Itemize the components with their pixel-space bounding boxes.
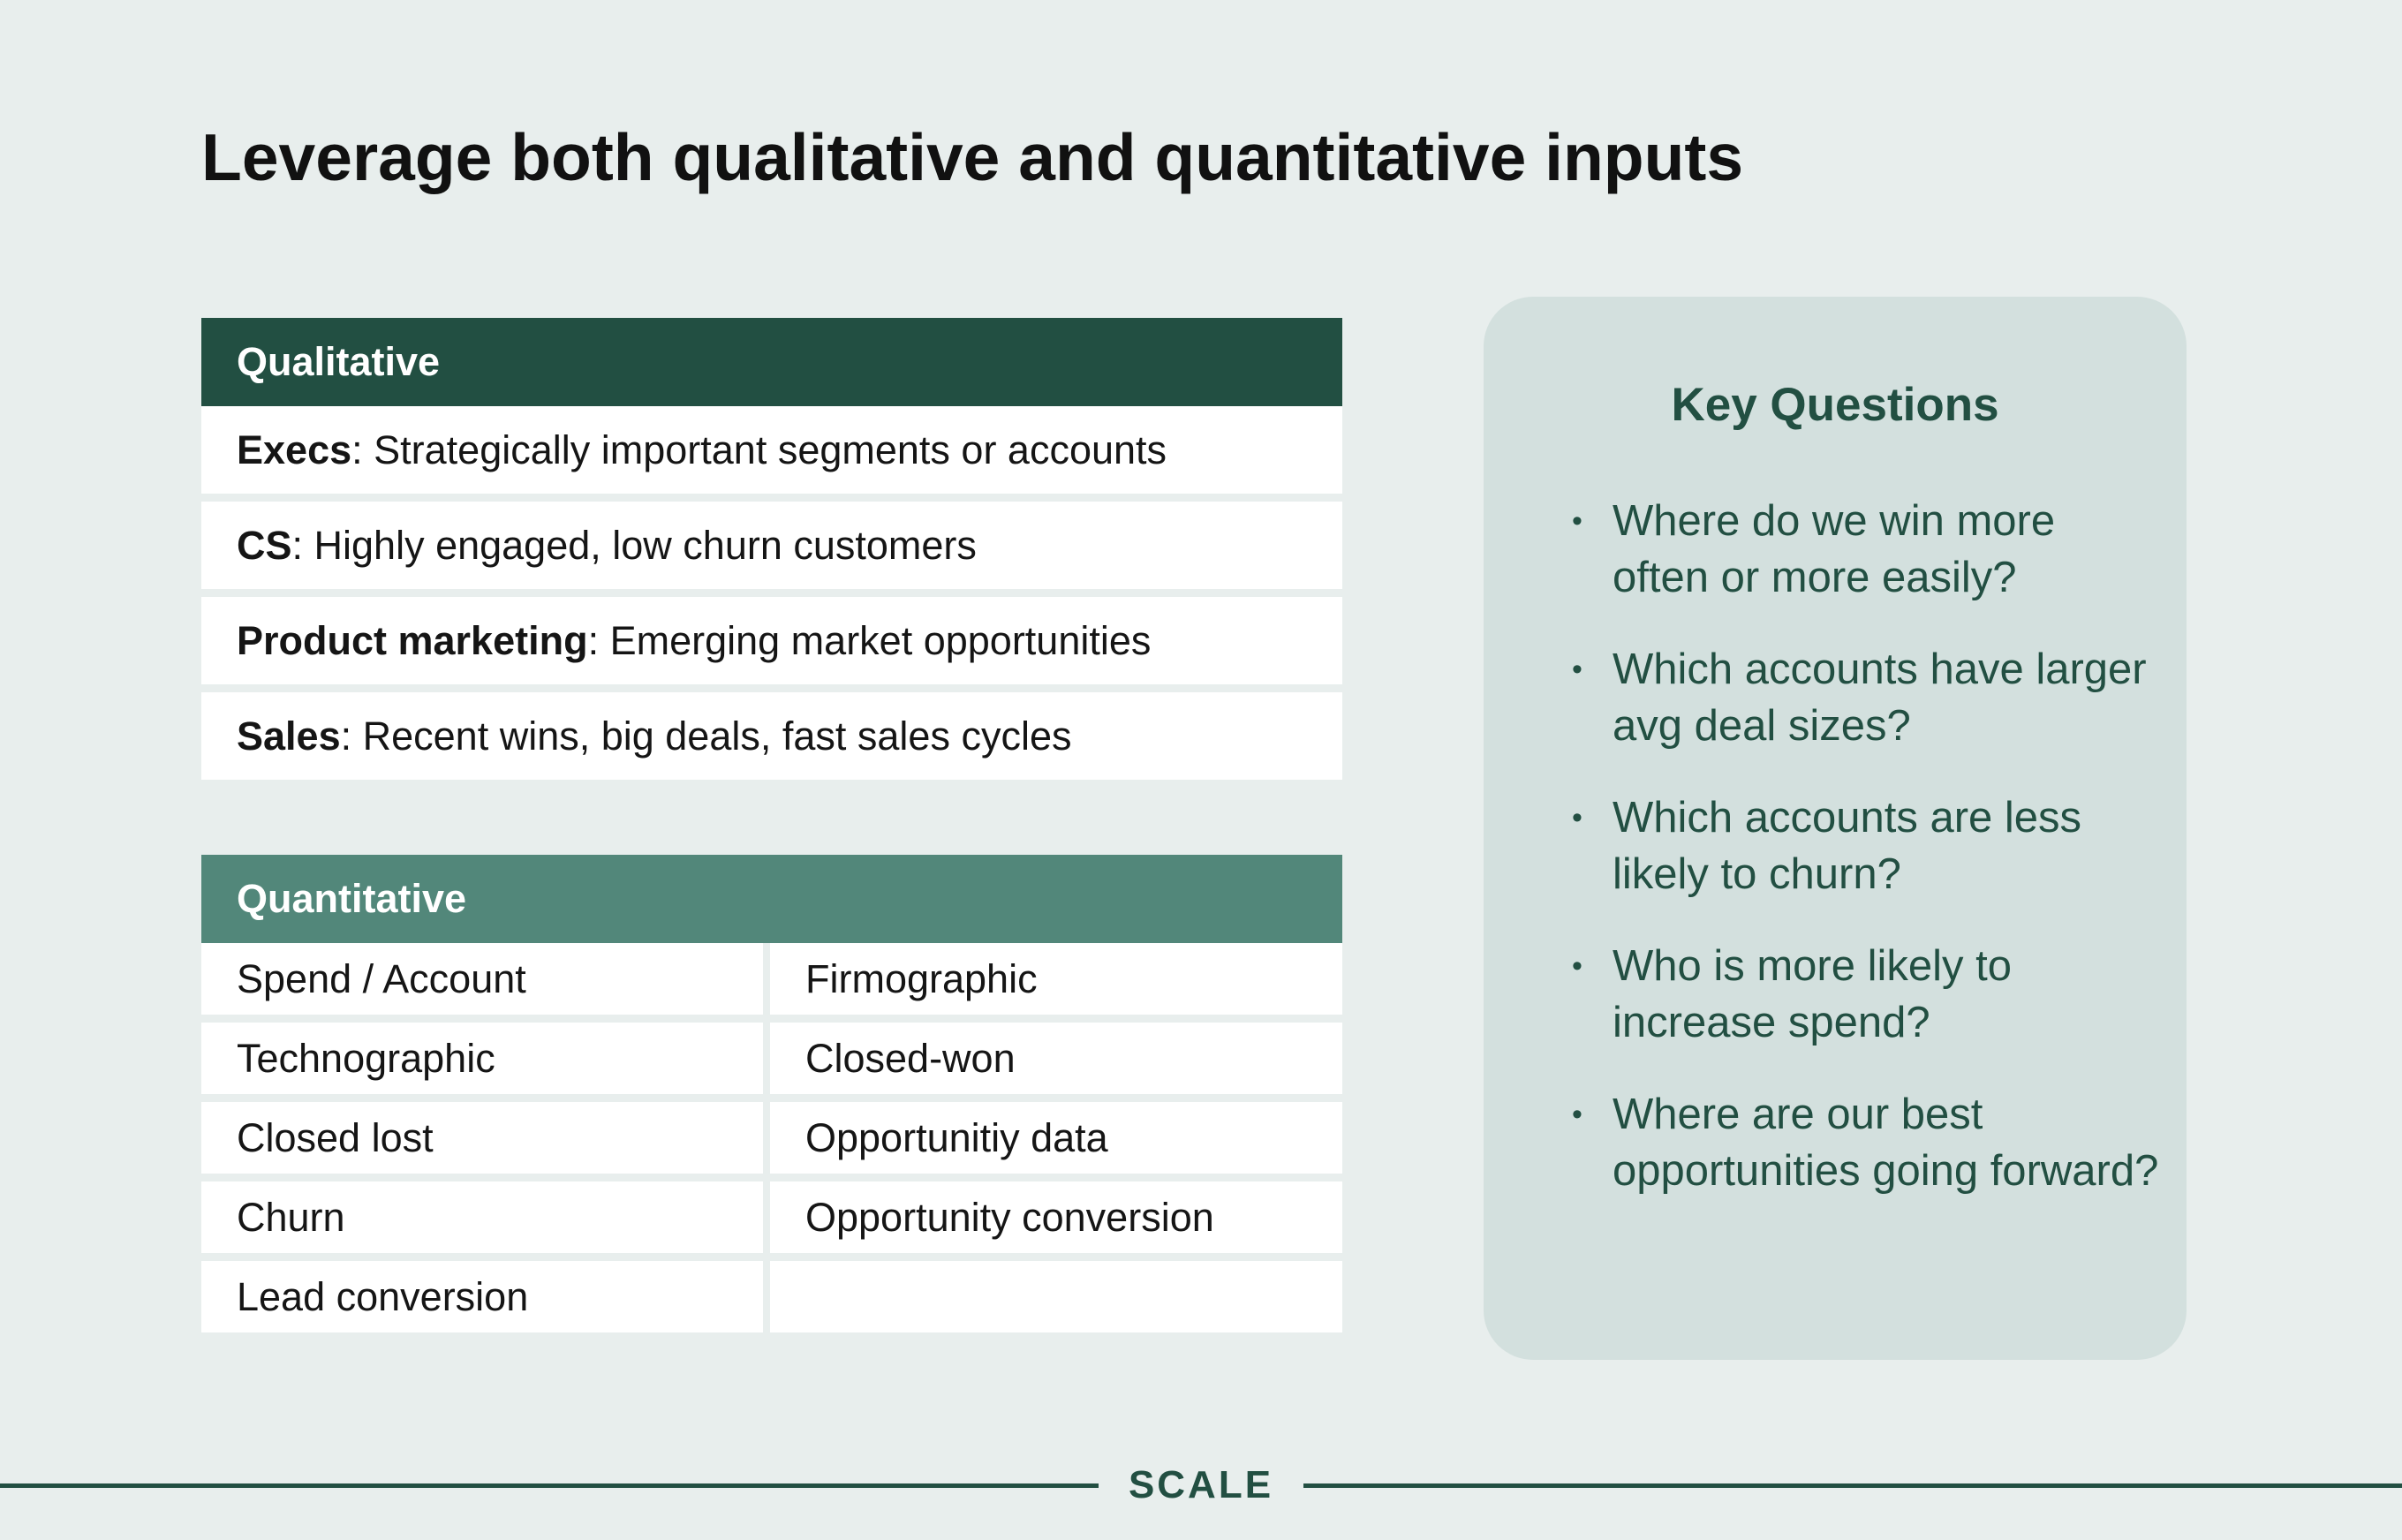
quantitative-grid	[201, 943, 1342, 1332]
key-questions-list	[1572, 493, 2160, 1234]
key-question-text: Which accounts have larger avg deal sizes?	[1613, 645, 2147, 750]
quantitative-header: Quantitative	[201, 855, 1342, 943]
key-question-text: Which accounts are less likely to churn?	[1613, 794, 2082, 898]
qualitative-description: : Strategically important segments or accounts	[351, 427, 1167, 472]
quantitative-cell: Firmographic	[770, 943, 1342, 1015]
quantitative-cell: Opportunity conversion	[770, 1181, 1342, 1253]
bullet-icon: •	[1572, 949, 1582, 983]
quantitative-cell: Opportunitiy data	[770, 1102, 1342, 1174]
bullet-icon: •	[1572, 1098, 1582, 1131]
quantitative-table	[201, 855, 1342, 1332]
footer-divider-left	[0, 1483, 1099, 1488]
qualitative-rows	[201, 406, 1342, 780]
key-question-item	[1572, 641, 2160, 754]
footer-divider-right	[1303, 1483, 2402, 1488]
qualitative-description: : Emerging market opportunities	[587, 618, 1152, 663]
key-question-item	[1572, 938, 2160, 1051]
qualitative-row-product-marketing	[201, 597, 1342, 684]
key-question-text: Who is more likely to increase spend?	[1613, 942, 2013, 1046]
key-question-item	[1572, 789, 2160, 902]
bullet-icon: •	[1572, 504, 1582, 538]
quantitative-cell: Lead conversion	[201, 1261, 763, 1332]
quantitative-cell: Closed lost	[201, 1102, 763, 1174]
quantitative-cell: Technographic	[201, 1023, 763, 1094]
qualitative-row-execs	[201, 406, 1342, 494]
page-title: Leverage both qualitative and quantitative inputs	[201, 120, 1744, 194]
key-questions-card	[1484, 297, 2187, 1360]
key-question-item	[1572, 493, 2160, 606]
quantitative-cell: Closed-won	[770, 1023, 1342, 1094]
quantitative-cell: Spend / Account	[201, 943, 763, 1015]
qualitative-description: : Recent wins, big deals, fast sales cycles	[340, 713, 1072, 759]
qualitative-row-cs	[201, 502, 1342, 589]
bullet-icon: •	[1572, 653, 1582, 686]
quantitative-cell: Churn	[201, 1181, 763, 1253]
quantitative-cell-empty	[770, 1261, 1342, 1332]
qualitative-role: CS	[237, 523, 292, 568]
key-questions-title: Key Questions	[1671, 379, 1999, 431]
qualitative-header: Qualitative	[201, 318, 1342, 406]
key-question-item	[1572, 1086, 2160, 1199]
bullet-icon: •	[1572, 801, 1582, 834]
qualitative-description: : Highly engaged, low churn customers	[291, 523, 977, 568]
qualitative-row-sales	[201, 692, 1342, 780]
key-question-text: Where are our best opportunities going forward?	[1613, 1091, 2159, 1195]
key-question-text: Where do we win more often or more easily?	[1613, 497, 2056, 601]
qualitative-table	[201, 318, 1342, 780]
qualitative-role: Sales	[237, 713, 341, 759]
qualitative-role: Product marketing	[237, 618, 588, 663]
scale-logo: SCALE	[1128, 1463, 1274, 1506]
qualitative-role: Execs	[237, 427, 352, 472]
